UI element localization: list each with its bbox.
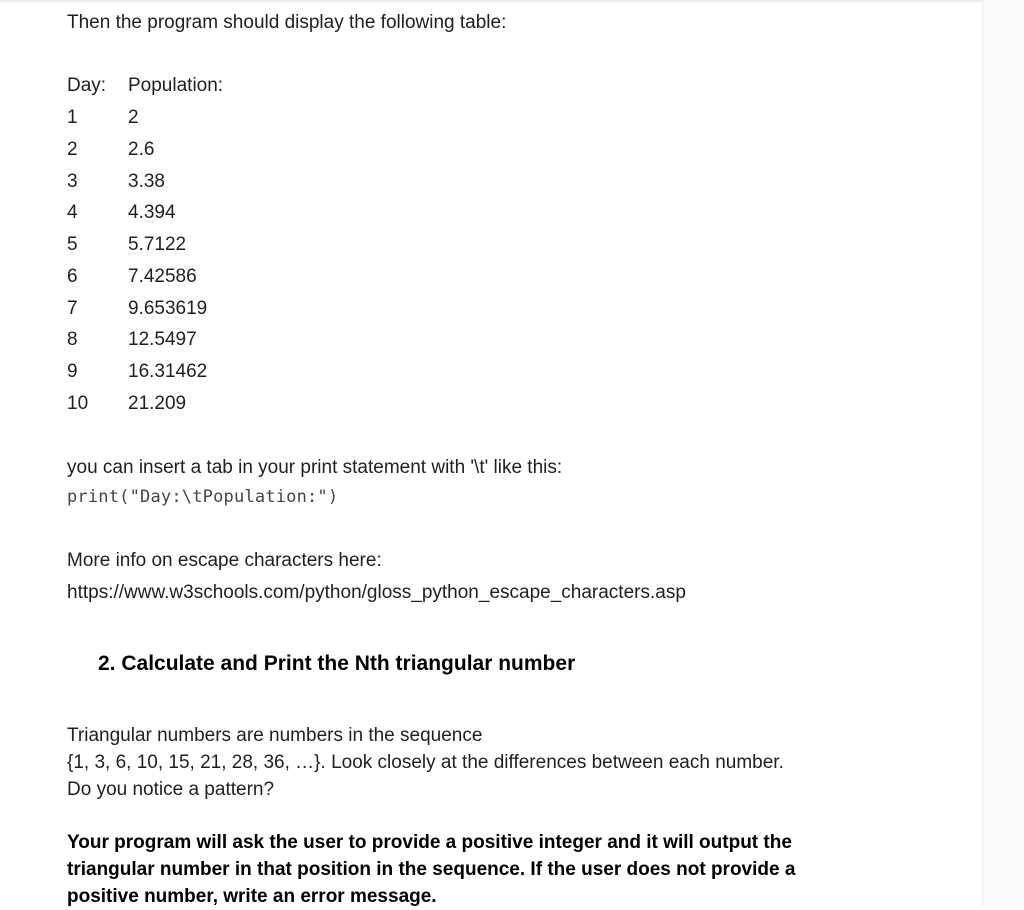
table-cell-population: 21.209	[128, 393, 187, 414]
table-cell-population: 12.5497	[128, 329, 197, 350]
table-cell-population: 9.653619	[128, 298, 208, 319]
table-cell-day: 6	[67, 266, 78, 287]
table-cell-population: 5.7122	[128, 234, 187, 255]
table-header-day: Day:	[67, 75, 107, 96]
table-cell-day: 9	[67, 361, 78, 382]
escape-characters-link[interactable]: https://www.w3schools.com/python/gloss_python_escape_characters.asp	[67, 582, 686, 603]
table-cell-day: 10	[67, 393, 89, 414]
table-cell-day: 5	[67, 234, 78, 255]
task-line: Your program will ask the user to provide a positive integer and it will output the	[67, 832, 792, 853]
task-instructions	[67, 829, 795, 910]
paragraph-line: {1, 3, 6, 10, 15, 21, 28, 36, …}. Look closely at the differences between each number.	[67, 752, 784, 773]
table-cell-population: 7.42586	[128, 266, 197, 287]
tab-hint-text: you can insert a tab in your print statement with '\t' like this:	[67, 457, 563, 478]
table-cell-day: 8	[67, 329, 78, 350]
right-gutter	[982, 0, 1024, 906]
table-cell-day: 7	[67, 298, 78, 319]
code-example: print("Day:\tPopulation:")	[67, 487, 339, 507]
section-2-heading: 2. Calculate and Print the Nth triangular number	[98, 652, 576, 675]
table-cell-day: 4	[67, 202, 78, 223]
table-header-population: Population:	[128, 75, 224, 96]
triangular-description	[67, 722, 784, 803]
table-cell-population: 3.38	[128, 171, 165, 192]
paragraph-line: Triangular numbers are numbers in the sequence	[67, 725, 483, 746]
task-line: triangular number in that position in the sequence. If the user does not provide a	[67, 859, 796, 880]
table-cell-population: 2	[128, 107, 139, 128]
table-cell-population: 2.6	[128, 139, 155, 160]
intro-text: Then the program should display the following table:	[67, 12, 507, 33]
table-cell-population: 16.31462	[128, 361, 208, 382]
table-cell-day: 2	[67, 139, 78, 160]
task-line: positive number, write an error message.	[67, 886, 437, 907]
table-cell-day: 1	[67, 107, 78, 128]
table-cell-population: 4.394	[128, 202, 176, 223]
table-cell-day: 3	[67, 171, 78, 192]
paragraph-line: Do you notice a pattern?	[67, 779, 275, 800]
escape-info-text: More info on escape characters here:	[67, 550, 382, 571]
